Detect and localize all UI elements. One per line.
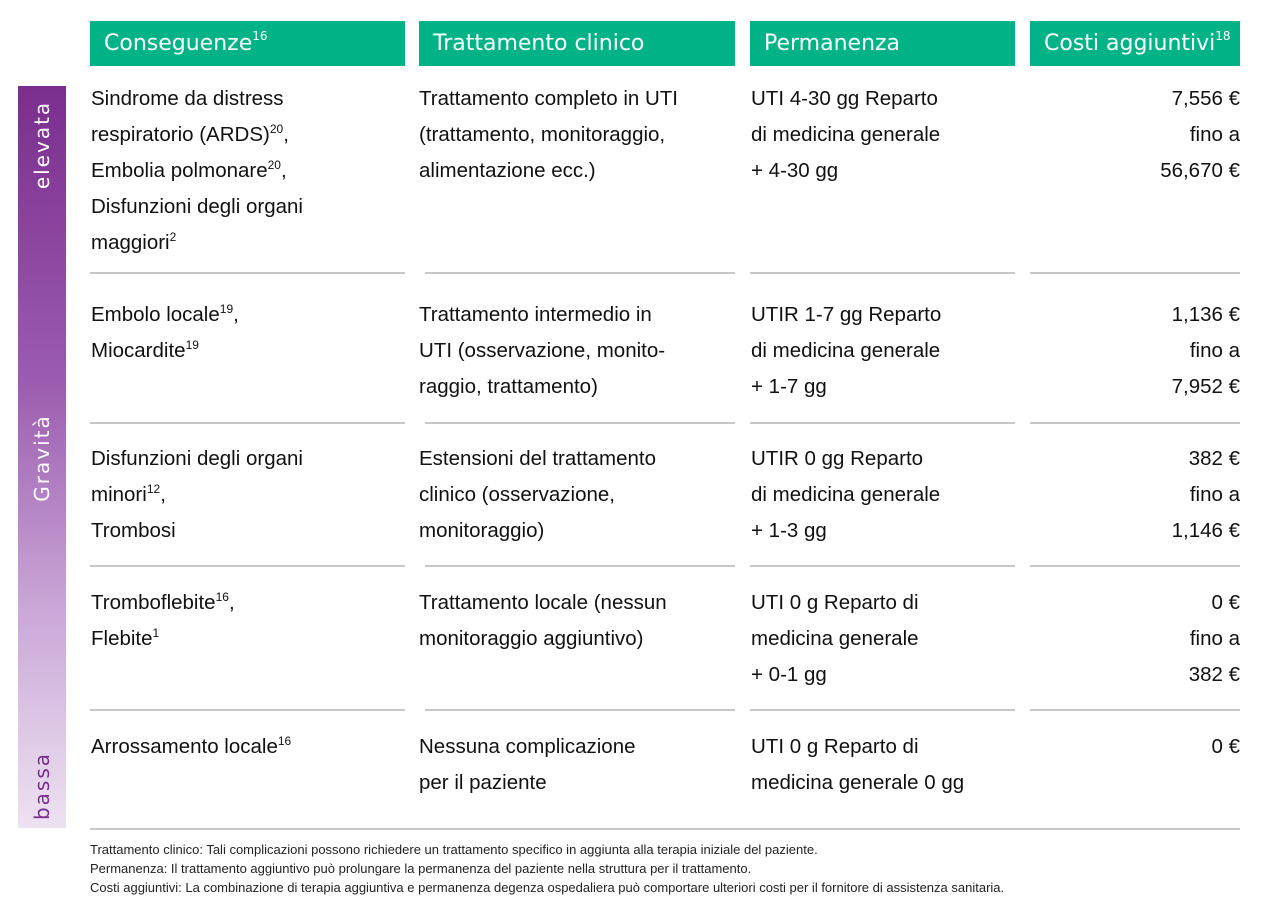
- cell-permanenza: [751, 441, 940, 549]
- footnote-costi: Costi aggiuntivi: La combinazione di terapia aggiuntiva e permanenza degenza ospedaliera può comportare ulteriori costi per il fornitore di assistenza sanitaria.: [90, 880, 1005, 895]
- header-costi-aggiuntivi: [1030, 21, 1240, 66]
- cell-line: UTI 0 g Reparto di: [751, 591, 919, 614]
- row-divider: [425, 272, 735, 274]
- header-permanenza: [750, 21, 1015, 66]
- reference-superscript: 16: [277, 734, 292, 748]
- row-divider: [1030, 422, 1240, 424]
- cell-line: di medicina generale: [751, 123, 941, 146]
- cell-line: UTIR 1-7 gg Reparto: [751, 303, 942, 326]
- cell-line: + 4-30 gg: [751, 159, 839, 182]
- cell-line: [91, 621, 235, 657]
- cell-line: raggio, trattamento): [419, 375, 598, 398]
- cell-line: [91, 477, 303, 513]
- cell-text: Disfunzioni degli organi: [91, 447, 303, 470]
- cell-line: (trattamento, monitoraggio,: [419, 123, 666, 146]
- cell-conseguenze: [91, 441, 303, 549]
- cell-text: ,: [283, 123, 289, 146]
- cell-trattamento: [419, 81, 678, 189]
- cell-text: Flebite: [91, 627, 153, 650]
- reference-superscript: 19: [219, 302, 234, 316]
- cell-line: clinico (osservazione,: [419, 483, 615, 506]
- cell-text: Tromboflebite: [91, 591, 216, 614]
- header-trattamento-clinico: [419, 21, 735, 66]
- row-divider: [750, 565, 1015, 567]
- row-divider: [1030, 565, 1240, 567]
- cell-line: 0 €: [1211, 591, 1240, 614]
- cell-line: Trattamento locale (nessun: [419, 591, 667, 614]
- row-divider: [425, 565, 735, 567]
- cell-trattamento: [419, 585, 667, 657]
- cell-costi: [1189, 585, 1240, 693]
- cell-text: ,: [160, 483, 166, 506]
- header-permanenza-label: Permanenza: [764, 31, 901, 56]
- reference-superscript: 1: [152, 626, 160, 640]
- reference-superscript: 20: [269, 122, 284, 136]
- row-divider: [1030, 272, 1240, 274]
- row-divider: [1030, 709, 1240, 711]
- cell-text: maggiori: [91, 231, 170, 254]
- cell-line: monitoraggio aggiuntivo): [419, 627, 644, 650]
- cell-text: ,: [280, 159, 287, 182]
- cell-line: + 1-3 gg: [751, 519, 827, 542]
- cell-text: respiratorio (ARDS): [91, 123, 270, 146]
- header-conseguenze: [90, 21, 405, 66]
- footnote-trattamento: Trattamento clinico: Tali complicazioni possono richiedere un trattamento specifico in aggiunta alla terapia iniziale del paziente.: [90, 842, 818, 857]
- cell-costi: [1172, 441, 1240, 549]
- cell-line: fino a: [1189, 339, 1240, 362]
- header-trattamento-label: Trattamento clinico: [433, 31, 645, 56]
- cell-line: + 0-1 gg: [751, 663, 827, 686]
- row-divider: [90, 422, 405, 424]
- cell-line: Trattamento intermedio in: [419, 303, 652, 326]
- cell-line: 56,670 €: [1160, 159, 1240, 182]
- cell-line: [91, 153, 303, 189]
- row-divider: [425, 422, 735, 424]
- cell-line: Trattamento completo in UTI: [419, 87, 679, 110]
- cell-line: UTI 0 g Reparto di: [751, 735, 919, 758]
- row-divider: [750, 272, 1015, 274]
- cell-text: Embolo locale: [91, 303, 220, 326]
- cell-line: 382 €: [1188, 663, 1240, 686]
- cell-line: [91, 81, 303, 117]
- cell-permanenza: [751, 81, 940, 189]
- cell-line: [91, 189, 303, 225]
- cell-conseguenze: [91, 81, 303, 261]
- cell-line: [91, 297, 239, 333]
- reference-superscript: 19: [185, 338, 199, 352]
- gravity-axis-label-text: Gravità: [30, 414, 54, 502]
- cell-text: Miocardite: [91, 339, 186, 362]
- cell-text: Disfunzioni degli organi: [91, 195, 303, 218]
- reference-superscript: 16: [215, 590, 229, 604]
- cell-conseguenze: [91, 297, 239, 369]
- row-divider: [90, 272, 405, 274]
- cell-text: ,: [228, 591, 235, 614]
- reference-superscript: 12: [146, 482, 161, 496]
- gravity-label-high-text: elevata: [30, 100, 54, 190]
- cell-line: 1,146 €: [1171, 519, 1240, 542]
- cell-text: minori: [91, 483, 147, 506]
- cell-line: [91, 333, 239, 369]
- row-divider: [425, 709, 735, 711]
- cell-conseguenze: [91, 585, 235, 657]
- cell-text: Arrossamento locale: [91, 735, 278, 758]
- cell-line: [91, 225, 303, 261]
- cell-line: [91, 585, 235, 621]
- cell-line: fino a: [1189, 627, 1240, 650]
- cell-permanenza: [751, 729, 964, 801]
- cell-line: [91, 513, 303, 549]
- cell-line: + 1-7 gg: [751, 375, 827, 398]
- reference-superscript: 2: [169, 230, 177, 244]
- cell-costi: [1160, 81, 1240, 189]
- cell-permanenza: [751, 297, 941, 405]
- footnotes: [90, 840, 1004, 897]
- reference-superscript: 20: [267, 158, 281, 172]
- cell-line: medicina generale: [751, 627, 919, 650]
- cell-line: [91, 729, 291, 765]
- cell-line: 382 €: [1188, 447, 1240, 470]
- cell-conseguenze: [91, 729, 291, 765]
- cell-costi: [1172, 297, 1240, 405]
- row-divider: [90, 565, 405, 567]
- cell-line: alimentazione ecc.): [419, 159, 596, 182]
- row-divider: [750, 709, 1015, 711]
- cell-trattamento: [419, 441, 656, 549]
- cell-text: ,: [233, 303, 239, 326]
- header-conseguenze-ref: 16: [252, 29, 268, 43]
- cell-trattamento: [419, 729, 636, 801]
- gravity-scale-bar: [18, 86, 66, 828]
- cell-line: UTI (osservazione, monito-: [419, 339, 666, 362]
- cell-trattamento: [419, 297, 665, 405]
- cell-line: fino a: [1189, 123, 1240, 146]
- cell-line: medicina generale 0 gg: [751, 771, 965, 794]
- row-divider: [750, 422, 1015, 424]
- cell-costi: [1212, 729, 1241, 765]
- row-divider: [90, 709, 405, 711]
- cell-line: di medicina generale: [751, 483, 941, 506]
- cell-line: 7,952 €: [1171, 375, 1240, 398]
- header-conseguenze-label: Conseguenze: [104, 31, 253, 56]
- gravity-label-low-text: bassa: [30, 751, 54, 821]
- cell-text: Sindrome da distress: [91, 87, 284, 110]
- cell-line: 7,556 €: [1171, 87, 1240, 110]
- cell-line: [91, 441, 303, 477]
- cell-permanenza: [751, 585, 919, 693]
- cell-line: Nessuna complicazione: [419, 735, 636, 758]
- header-costi-label: Costi aggiuntivi: [1044, 31, 1216, 56]
- header-costi-ref: 18: [1215, 29, 1231, 43]
- cell-text: Embolia polmonare: [91, 159, 268, 182]
- cell-line: monitoraggio): [419, 519, 545, 542]
- cell-line: di medicina generale: [751, 339, 941, 362]
- footnote-permanenza: Permanenza: Il trattamento aggiuntivo può prolungare la permanenza del paziente nella struttura per il trattamento.: [90, 861, 752, 876]
- cell-line: 1,136 €: [1171, 303, 1240, 326]
- cell-line: per il paziente: [419, 771, 547, 794]
- cell-line: fino a: [1189, 483, 1240, 506]
- cell-line: UTIR 0 gg Reparto: [751, 447, 924, 470]
- cell-text: Trombosi: [91, 519, 176, 542]
- cell-line: [91, 117, 303, 153]
- table-bottom-divider: [90, 828, 1240, 830]
- cell-line: UTI 4-30 gg Reparto: [751, 87, 938, 110]
- cell-line: Estensioni del trattamento: [419, 447, 657, 470]
- cell-line: 0 €: [1211, 735, 1240, 758]
